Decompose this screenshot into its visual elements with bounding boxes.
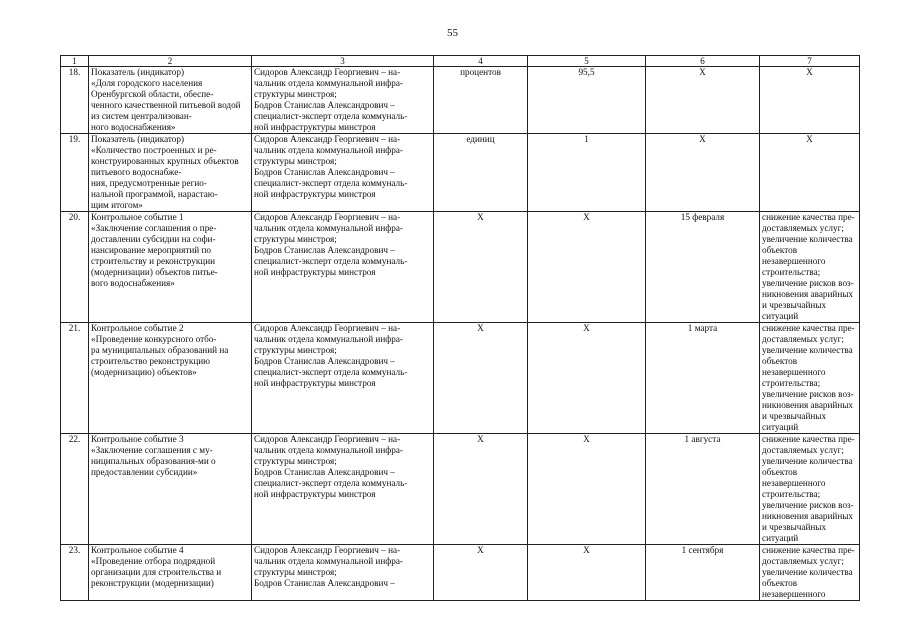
row-date: 1 марта <box>646 323 760 434</box>
column-header: 4 <box>434 56 528 67</box>
row-risks: Х <box>760 67 860 134</box>
column-header: 6 <box>646 56 760 67</box>
row-responsible: Сидоров Александр Георгиевич – на- чальник отдела коммунальной инфра- структуры минстроя; Бодров Станислав Александрович – специалист-эксперт отдела коммуналь- ной инфраструктуры минстроя <box>252 323 434 434</box>
page-number: 55 <box>447 27 458 39</box>
row-unit: единиц <box>434 134 528 212</box>
column-header: 7 <box>760 56 860 67</box>
row-name: Показатель (индикатор) «Количество построенных и ре- конструированных крупных объектов питьевого водоснабже- ния, предусмотренные регио- нальной программой, нарастаю- щим итогом» <box>89 134 252 212</box>
row-value: Х <box>528 545 646 601</box>
row-name: Контрольное событие 3 «Заключение соглашения с му- ниципальных образования-ми о предоставлении субсидии» <box>89 434 252 545</box>
row-risks: снижение качества пре- доставляемых услуг; увеличение количества объектов незавершенного <box>760 545 860 601</box>
table-row <box>61 434 860 545</box>
column-header: 5 <box>528 56 646 67</box>
row-risks: снижение качества пре- доставляемых услуг; увеличение количества объектов незавершенного строительства; увеличение рисков воз- никновения аварийных и чрезвычайных ситуаций <box>760 212 860 323</box>
column-header: 2 <box>89 56 252 67</box>
row-name: Контрольное событие 4 «Проведение отбора подрядной организации для строительства и реконструкции (модернизации) <box>89 545 252 601</box>
row-value: Х <box>528 212 646 323</box>
row-number: 19. <box>61 134 89 212</box>
column-header: 1 <box>61 56 89 67</box>
row-name: Показатель (индикатор) «Доля городского населения Оренбургской области, обеспе- ченного качественной питьевой водой из систем централизован- ного водоснабжения» <box>89 67 252 134</box>
row-responsible: Сидоров Александр Георгиевич – на- чальник отдела коммунальной инфра- структуры минстроя; Бодров Станислав Александрович – специалист-эксперт отдела коммуналь- ной инфраструктуры минстроя <box>252 134 434 212</box>
table-row <box>61 545 860 601</box>
row-unit: Х <box>434 212 528 323</box>
row-number: 23. <box>61 545 89 601</box>
row-risks: Х <box>760 134 860 212</box>
header-row <box>61 56 860 67</box>
row-number: 18. <box>61 67 89 134</box>
plan-table <box>60 55 860 601</box>
row-risks: снижение качества пре- доставляемых услуг; увеличение количества объектов незавершенного строительства; увеличение рисков воз- никновения аварийных и чрезвычайных ситуаций <box>760 323 860 434</box>
row-responsible: Сидоров Александр Георгиевич – на- чальник отдела коммунальной инфра- структуры минстроя; Бодров Станислав Александрович – специалист-эксперт отдела коммуналь- ной инфраструктуры минстроя <box>252 434 434 545</box>
column-header: 3 <box>252 56 434 67</box>
row-unit: Х <box>434 434 528 545</box>
row-unit: Х <box>434 545 528 601</box>
row-responsible: Сидоров Александр Георгиевич – на- чальник отдела коммунальной инфра- структуры минстроя; Бодров Станислав Александрович – специалист-эксперт отдела коммуналь- ной инфраструктуры минстроя <box>252 212 434 323</box>
row-name: Контрольное событие 1 «Заключение соглашения о пре- доставлении субсидии на софи- нансирование мероприятий по строительству и реконструкции (модернизации) объектов питье- вого водоснабжения» <box>89 212 252 323</box>
row-value: 95,5 <box>528 67 646 134</box>
row-responsible: Сидоров Александр Георгиевич – на- чальник отдела коммунальной инфра- структуры минстроя; Бодров Станислав Александрович – <box>252 545 434 601</box>
row-name: Контрольное событие 2 «Проведение конкурсного отбо- ра муниципальных образований на строительство реконструкцию (модернизацию) объектов» <box>89 323 252 434</box>
row-value: Х <box>528 434 646 545</box>
row-number: 20. <box>61 212 89 323</box>
row-risks: снижение качества пре- доставляемых услуг; увеличение количества объектов незавершенного строительства; увеличение рисков воз- никновения аварийных и чрезвычайных ситуаций <box>760 434 860 545</box>
table-row <box>61 212 860 323</box>
row-responsible: Сидоров Александр Георгиевич – на- чальник отдела коммунальной инфра- структуры минстроя; Бодров Станислав Александрович – специалист-эксперт отдела коммуналь- ной инфраструктуры минстроя <box>252 67 434 134</box>
row-number: 22. <box>61 434 89 545</box>
row-unit: процентов <box>434 67 528 134</box>
row-date: 15 февраля <box>646 212 760 323</box>
row-number: 21. <box>61 323 89 434</box>
row-value: 1 <box>528 134 646 212</box>
row-date: Х <box>646 134 760 212</box>
row-value: Х <box>528 323 646 434</box>
table-row <box>61 134 860 212</box>
table-row <box>61 323 860 434</box>
row-date: 1 сентября <box>646 545 760 601</box>
table-row <box>61 67 860 134</box>
row-date: 1 августа <box>646 434 760 545</box>
row-date: Х <box>646 67 760 134</box>
row-unit: Х <box>434 323 528 434</box>
